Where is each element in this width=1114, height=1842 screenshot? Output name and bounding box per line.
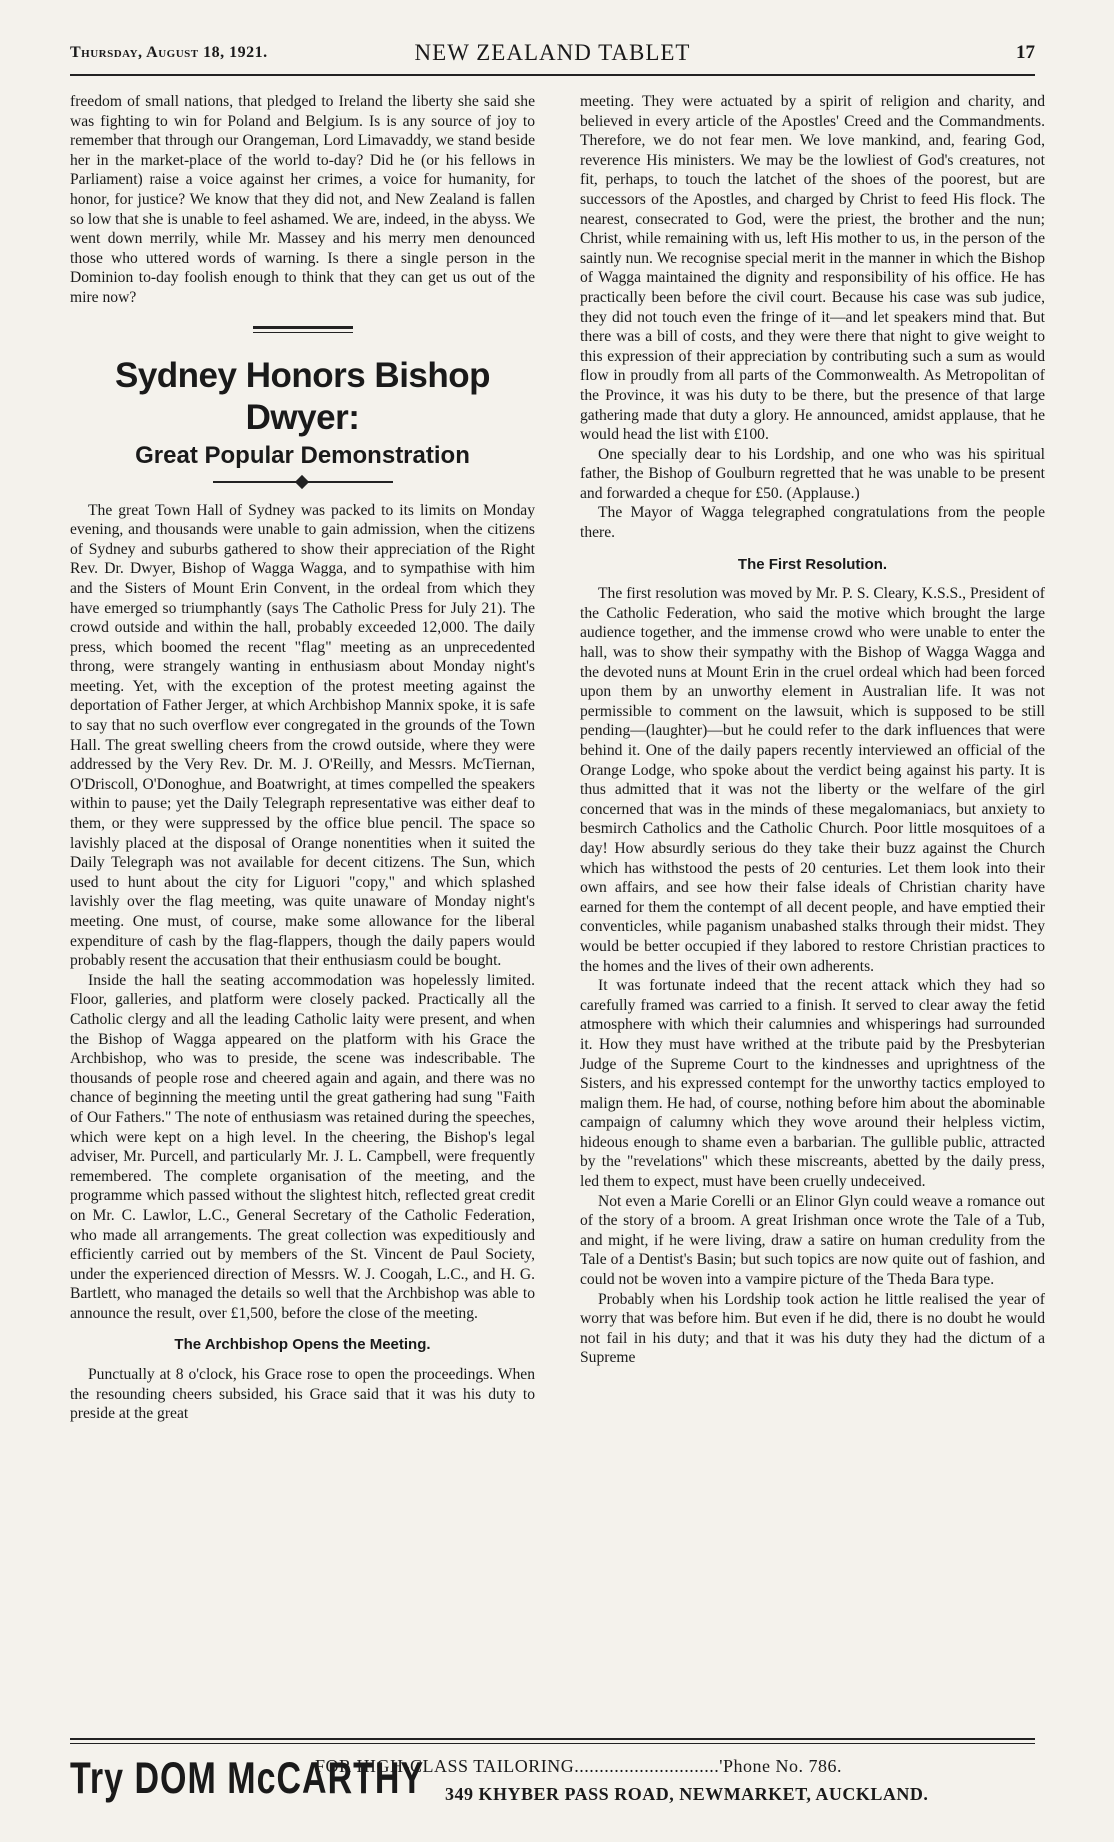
right-column — [580, 92, 1045, 1368]
body-paragraph: meeting. They were actuated by a spirit of religion and charity, and believed in every article of the Apostles' Creed and the Commandments. Therefore, we do not fear men. We love mankind, and, fearing God, reverence His ministers. We may be the lowliest of God's creatures, not fit, perhaps, to touch the latchet of the shoes of the poorest, but are successors of the Apostles, and charged by Christ to feed His flock. The nearest, consecrated to God, were the priest, the brother and the nun; Christ, while remaining with us, left His mother to us, in the person of the saintly nun. We recognise special merit in the manner in which the Bishop of Wagga maintained the dignity and responsibility of his office. He has practically been before the civil court. Because his case was sub judice, they did not touch even the fringe of it—and let speakers mind that. But there was a bill of costs, and they were there that night to give weight to this expression of their appreciation by contributing such a sum as would flow in proudly from all parts of the Commonwealth. As Metropolitan of the Province, it was his duty to be there, but the presence of that large gathering made that duty a glory. He announced, amidst applause, that he would head the list with £100. — [580, 93, 1045, 444]
section-divider — [253, 326, 353, 333]
body-paragraph: The first resolution was moved by Mr. P. S. Cleary, K.S.S., President of the Catholic Federation, who said the motive which brought the large audience together, and the immense crowd who were unable to enter the hall, was to show their sympathy with the Bishop of Wagga Wagga and the devoted nuns at Mount Erin in the cruel ordeal which had been forced upon them by an unworthy element in Australian life. It was not permissible to comment on the lawsuit, which is supposed to be still pending—(laughter)—but he could refer to the dark influences that were behind it. One of the daily papers recently interviewed an official of the Orange Lodge, who spoke about the verdict being against his party. It is thus admitted that it was not the liberty or the welfare of the girl concerned that was in the minds of these megalomaniacs, but anxiety to besmirch Catholics and the Catholic Church. Poor little mosquitoes of a day! How absurdly serious do they take their buzz against the Church which has withstood the pests of 20 centuries. Let them look into their own affairs, and see how their false ideals of Christian charity have earned for them the contempt of all decent people, and have emptied their conventicles, while paganism unabashed stalks through their midst. They would be better occupied if they labored to restore Christian practices to the homes and the lives of their own adherents. — [580, 585, 1045, 975]
advertisement-footer — [70, 1738, 1035, 1833]
body-paragraph: Inside the hall the seating accommodation was hopelessly limited. Floor, galleries, and platform were closely packed. Practically all the Catholic clergy and all the leading Catholic laity were present, and when the Bishop of Wagga appeared on the platform with his Grace the Archbishop, who was to preside, the scene was indescribable. The thousands of people rose and cheered again and again, and there was no chance of beginning the meeting until the great gathering had sung "Faith of Our Fathers." The note of enthusiasm was retained during the speeches, which were kept on a high level. In the cheering, the Bishop's legal adviser, Mr. Purcell, and particularly Mr. J. L. Campbell, were frequently remembered. The complete organisation of the meeting, and the programme which passed without the slightest hitch, reflected great credit on Mr. C. Lawlor, L.C., General Secretary of the Catholic Federation, who made all arrangements. The great collection was expeditiously and efficiently carried out by members of the St. Vincent de Paul Society, under the experienced direction of Messrs. W. J. Coogah, L.C., and H. G. Bartlett, who managed the details so well that the Archbishop was able to announce the result, over £1,500, before the close of the meeting. — [70, 971, 535, 1322]
body-paragraph: It was fortunate indeed that the recent attack which they had so carefully framed was carried to a finish. It served to clear away the fetid atmosphere with which their calumnies and whisperings had surrounded it. How they must have writhed at the tribute paid by the Presbyterian Judge of the Supreme Court to the kindnesses and uprightness of the Sisters, and his expressed contempt for the unworthy tactics employed to malign them. He had, of course, nothing before him about the abominable campaign of calumny which they wove around their helpless victim, hideous enough to shame even a barbarian. The gullible public, attracted by the "revelations" which these miscreants, abetted by the daily press, led them to expect, must have been cruelly undeceived. — [580, 977, 1045, 1191]
article-subtitle: Great Popular Demonstration — [135, 441, 470, 469]
body-paragraph: Not even a Marie Corelli or an Elinor Glyn could weave a romance out of the story of a broom. A great Irishman once wrote the Tale of a Tub, and might, if he were living, draw a satire on human credulity from the Tale of a Dentist's Basin; but such topics are now quite out of fashion, and could not be woven into a vampire picture of the Theda Bara type. — [580, 1192, 1045, 1289]
body-paragraph: The Mayor of Wagga telegraphed congratulations from the people there. — [580, 504, 1045, 542]
ad-brand: Try DOM McCARTHY — [70, 1754, 425, 1804]
body-paragraph: One specially dear to his Lordship, and one who was his spiritual father, the Bishop of Goulburn regretted that he was unable to be present and forwarded a cheque for £50. (Applause.) — [580, 445, 1045, 502]
ad-address: 349 KHYBER PASS ROAD, NEWMARKET, AUCKLAND. — [445, 1784, 929, 1804]
body-paragraph: Punctually at 8 o'clock, his Grace rose to open the proceedings. When the resounding cheers subsided, his Grace said that it was his duty to preside at the great — [70, 1366, 535, 1423]
body-paragraph: The great Town Hall of Sydney was packed to its limits on Monday evening, and thousands were unable to gain admission, when the citizens of Sydney and suburbs gathered to show their appreciation of the Right Rev. Dr. Dwyer, Bishop of Wagga Wagga, and to sympathise with him and the Sisters of Mount Erin Convent, in the ordeal from which they have emerged so triumphantly (says The Catholic Press for July 21). The crowd outside and within the hall, probably exceeded 12,000. The daily press, which boomed the recent "flag" meeting as an unprecedented throng, were strangely wanting in enthusiasm about Monday night's meeting. Yet, with the exception of the protest meeting against the deportation of Father Jerger, at which Archbishop Mannix spoke, it is safe to say that no such overflow ever congregated in the grounds of the Town Hall. The great swelling cheers from the crowd outside, where they were addressed by the Very Rev. Dr. M. J. O'Reilly, and Messrs. McTiernan, O'Driscoll, O'Donoghue, and Boatwright, at times compelled the speakers within to pause; yet the Daily Telegraph representative was either deaf to them, or they were suppressed by the office blue pencil. The space so lavishly placed at the disposal of Orange nonentities when it suited the Daily Telegraph was not available for decent citizens. The Sun, which used to hunt about the city for Liguori "copy," and which splashed lavishly over the flag meeting, was quite unaware of Monday night's meeting. One must, of course, make some allowance for the liberal expenditure of cash by the flag-flappers, though the daily papers would probably resent the accusation that their enthusiasm could be bought. — [70, 501, 535, 970]
left-column — [70, 92, 535, 1424]
issue-date: Thursday, August 18, 1921. — [70, 44, 268, 61]
intro-paragraph: freedom of small nations, that pledged to Ireland the liberty she said she was fighting to win for Poland and Belgium. Is is any source of joy to remember that through our Orangeman, Lord Limavaddy, we stand beside her in the market-place of the world to-day? Did he (or his fellows in Parliament) raise a voice against her crimes, a voice for humanity, for honor, for justice? We know that they did not, and New Zealand is fallen so low that she is unable to feel ashamed. We are, indeed, in the abyss. We went down merrily, while Mr. Massey and his merry men denounced those who uttered words of warning. Is there a single person in the Dominion to-day foolish enough to think that they can get us out of the mire now? — [70, 93, 535, 306]
footer-rule — [70, 1743, 1035, 1744]
page-number: 17 — [1016, 42, 1035, 63]
article-title: Sydney Honors Bishop Dwyer: — [114, 355, 491, 437]
ad-tagline: FOR HIGH-CLASS TAILORING.............................'Phone No. 786. — [315, 1756, 842, 1776]
ornament-divider — [213, 477, 393, 487]
masthead — [70, 38, 1035, 76]
publication-title: NEW ZEALAND TABLET — [414, 40, 691, 65]
footer-rule — [70, 1738, 1035, 1740]
section-heading: The Archbishop Opens the Meeting. — [174, 1336, 431, 1354]
body-paragraph: Probably when his Lordship took action he little realised the year of worry that was before him. But even if he did, there is no doubt he would not fail in his duty; and that it was his duty they had the dictum of a Supreme — [580, 1290, 1045, 1367]
section-heading: The First Resolution. — [737, 555, 888, 573]
